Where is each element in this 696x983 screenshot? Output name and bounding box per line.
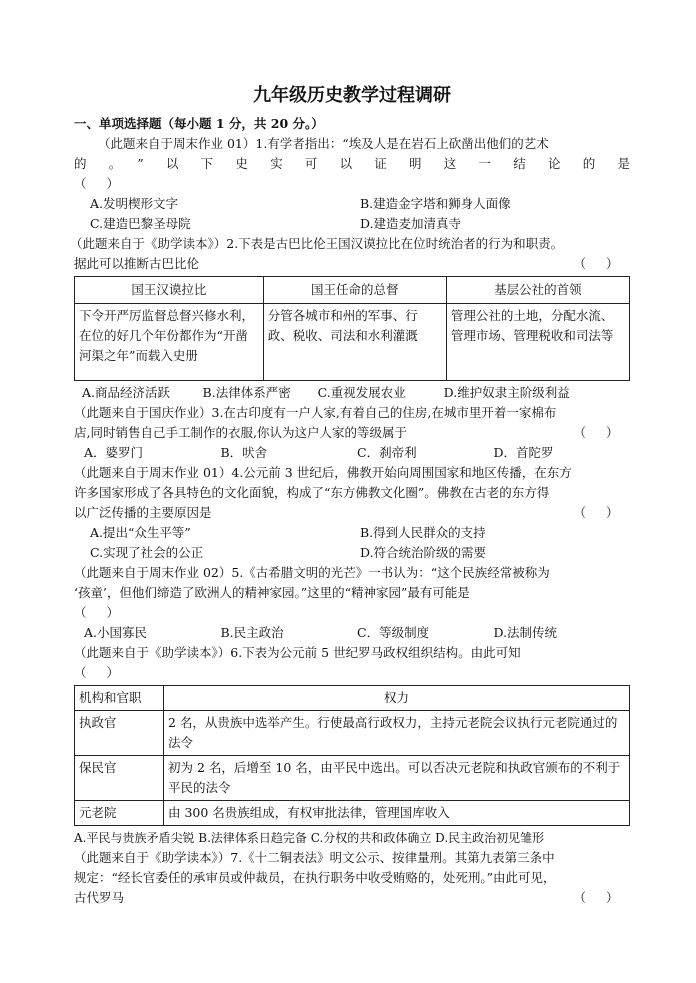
question-7-text-cont2 [74, 888, 630, 908]
roman-government-table [74, 685, 630, 826]
table-cell: 2 名，从贵族中选举产生。行使最高行政权力，主持元老院会议执行元老院通过的法令 [164, 711, 630, 756]
question-4 [74, 463, 630, 563]
option-b[interactable]: B.得到人民群众的支持 [360, 525, 486, 540]
option-a[interactable]: A.小国寡民 [84, 625, 148, 640]
question-3-options [74, 443, 630, 463]
table-cell: 初为 2 名，后增至 10 名，由平民中选出。可以否决元老院和执政官颁布的不利于平民的法令 [164, 756, 630, 801]
answer-blank: （ ） [573, 425, 627, 440]
option-c[interactable]: C.实现了社会的公正 [90, 545, 204, 560]
question-4-text: （此题来自于周末作业 01）4.公元前 3 世纪后，佛教开始向周围国家和地区传播，在东方 [74, 465, 572, 480]
table-row [75, 711, 630, 756]
question-7 [74, 848, 630, 908]
answer-blank: （ ） [573, 256, 627, 271]
page-title: 九年级历史教学过程调研 [253, 85, 451, 106]
answer-blank: （ ） [74, 605, 127, 620]
option-b[interactable]: B.建造金字塔和狮身人面像 [360, 196, 511, 211]
option-c[interactable]: C.重视发展农业 [317, 385, 406, 400]
table-header-cell: 机构和官职 [75, 686, 164, 711]
table-cell: 下令开严厉监督总督兴修水利，在位的好几个年份都作为“开凿河渠之年”而载入史册 [75, 304, 264, 381]
question-4-text-cont: 许多国家形成了各具特色的文化面貌，构成了“东方佛教文化圈”。佛教在古老的东方得 [74, 485, 550, 500]
question-1-options [74, 194, 630, 234]
option-b[interactable]: B.法律体系严密 [202, 385, 291, 400]
question-5-text-cont: ‘孩童’，但他们缔造了欧洲人的精神家园。”这里的“精神家园”最有可能是 [74, 585, 470, 600]
option-c[interactable]: C．等级制度 [357, 625, 430, 640]
table-header-cell: 国王任命的总督 [263, 277, 446, 304]
question-6 [74, 643, 630, 848]
table-row [75, 304, 630, 381]
option-c[interactable]: C．刹帝利 [357, 445, 417, 460]
question-6-text: （此题来自于《助学读本》）6.下表为公元前 5 世纪罗马政权组织结构。由此可知 [74, 645, 521, 660]
table-header-row [75, 277, 630, 304]
question-3-stem-end: 店,同时销售自己手工制作的衣服,你认为这户人家的等级属于 [74, 425, 407, 440]
table-cell: 元老院 [75, 801, 164, 826]
option-c[interactable]: C.建造巴黎圣母院 [90, 216, 191, 231]
question-5-text: （此题来自于周末作业 02）5.《古希腊文明的光芒》一书认为：“这个民族经常被称为 [74, 565, 550, 580]
option-d[interactable]: D.建造麦加清真寺 [360, 216, 462, 231]
question-1-text-cont: 的。”以下史实可以证明这一结论的是 [74, 156, 630, 171]
question-1-text: （此题来自于周末作业 01）1.有学者指出：“埃及人是在岩石上砍凿出他们的艺术 [98, 136, 549, 151]
question-6-options[interactable]: A.平民与贵族矛盾尖锐 B.法律体系日趋完备 C.分权的共和政体确立 D.民主政治初见雏形 [74, 831, 545, 845]
question-7-text-cont: 规定：“经长官委任的承审员或仲裁员，在执行职务中收受贿赂的，处死刑。”由此可见， [74, 870, 556, 885]
answer-blank: （ ） [74, 176, 127, 191]
answer-blank: （ ） [573, 505, 627, 520]
option-b[interactable]: B.民主政治 [220, 625, 284, 640]
question-2-options [74, 383, 630, 403]
question-1 [74, 134, 630, 234]
table-cell: 保民官 [75, 756, 164, 801]
option-a[interactable]: A.发明楔形文字 [90, 196, 179, 211]
question-5 [74, 563, 630, 643]
table-cell: 执政官 [75, 711, 164, 756]
question-3-text: （此题来自于国庆作业）3.在古印度有一户人家,有着自己的住房,在城市里开着一家棉布 [74, 405, 557, 420]
table-cell: 分管各城市和州的军事、行政、税收、司法和水利灌溉 [263, 304, 446, 381]
hammurabi-table [74, 276, 630, 381]
question-2 [70, 234, 630, 403]
question-4-stem-end: 以广泛传播的主要原因是 [74, 505, 212, 520]
option-d[interactable]: D.符合统治阶级的需要 [360, 545, 487, 560]
option-d[interactable]: D．首陀罗 [493, 445, 554, 460]
question-7-stem-end: 古代罗马 [74, 890, 125, 905]
table-header-cell: 权力 [164, 686, 630, 711]
table-header-cell: 国王汉谟拉比 [75, 277, 264, 304]
answer-blank: （ ） [74, 665, 127, 680]
table-cell: 由 300 名贵族组成，有权审批法律，管理国库收入 [164, 801, 630, 826]
document-page [70, 84, 630, 908]
question-4-options [74, 523, 630, 563]
option-d[interactable]: D.法制传统 [493, 625, 558, 640]
question-5-options [74, 623, 630, 643]
question-2-stem-end: 据此可以推断古巴比伦 [74, 256, 200, 271]
option-d[interactable]: D.维护奴隶主阶级利益 [443, 385, 570, 400]
question-4-text-cont2 [74, 503, 630, 523]
question-2-text-cont [74, 254, 630, 274]
question-2-text: （此题来自于《助学读本》）2.下表是古巴比伦王国汉谟拉比在位时统治者的行为和职责。 [70, 236, 564, 251]
table-row [75, 756, 630, 801]
table-header-row [75, 686, 630, 711]
table-cell: 管理公社的土地，分配水流、管理市场、管理税收和司法等 [446, 304, 629, 381]
question-3-text-cont [74, 423, 630, 443]
option-a[interactable]: A．婆罗门 [84, 445, 144, 460]
option-a[interactable]: A.提出“众生平等” [90, 525, 191, 540]
table-row [75, 801, 630, 826]
table-header-cell: 基层公社的首领 [446, 277, 629, 304]
option-b[interactable]: B．吠舍 [220, 445, 268, 460]
question-7-text: （此题来自于《助学读本》）7.《十二铜表法》明文公示、按律量刑。其第九表第三条中 [74, 850, 555, 865]
section-heading: 一、单项选择题（每小题 1 分，共 20 分。） [74, 116, 324, 131]
answer-blank: （ ） [573, 890, 627, 905]
option-a[interactable]: A.商品经济活跃 [82, 385, 171, 400]
question-3 [74, 403, 630, 463]
